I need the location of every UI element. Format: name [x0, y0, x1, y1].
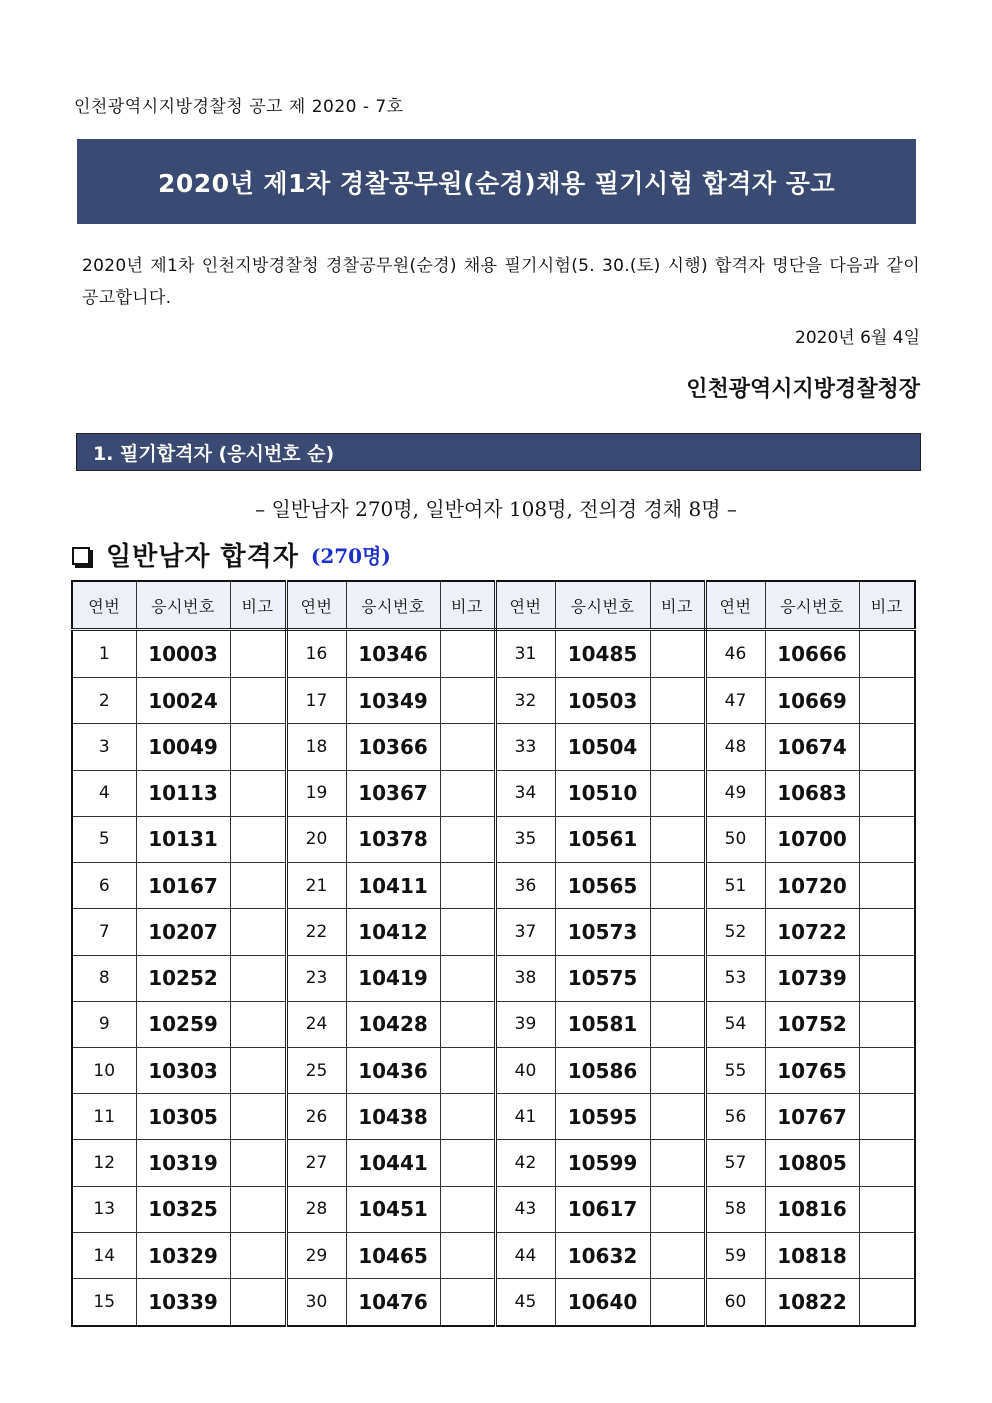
seq-cell: 53	[705, 955, 765, 1001]
exam-number-cell: 10303	[136, 1047, 230, 1093]
note-cell	[440, 1094, 495, 1140]
seq-cell: 47	[705, 678, 765, 724]
seq-cell: 55	[705, 1047, 765, 1093]
note-cell	[440, 1140, 495, 1186]
note-cell	[230, 724, 286, 770]
note-cell	[230, 1001, 286, 1047]
seq-cell: 30	[286, 1279, 346, 1326]
exam-number-cell: 10586	[555, 1047, 650, 1093]
seq-cell: 40	[495, 1047, 555, 1093]
header-note: 비고	[650, 581, 705, 630]
exam-number-cell: 10575	[555, 955, 650, 1001]
exam-number-cell: 10346	[346, 630, 440, 678]
exam-number-cell: 10259	[136, 1001, 230, 1047]
exam-number-cell: 10805	[765, 1140, 859, 1186]
note-cell	[230, 1047, 286, 1093]
note-cell	[859, 863, 915, 909]
exam-number-cell: 10617	[555, 1186, 650, 1232]
seq-cell: 29	[286, 1232, 346, 1278]
table-row	[72, 770, 915, 816]
seq-cell: 36	[495, 863, 555, 909]
issuer-name: 인천광역시지방경찰청장	[686, 377, 920, 402]
exam-number-cell: 10049	[136, 724, 230, 770]
exam-number-cell: 10739	[765, 955, 859, 1001]
note-cell	[859, 1001, 915, 1047]
exam-number-cell: 10366	[346, 724, 440, 770]
exam-number-cell: 10113	[136, 770, 230, 816]
note-cell	[859, 1232, 915, 1278]
seq-cell: 7	[72, 909, 136, 955]
header-note: 비고	[440, 581, 495, 630]
announcement-date: 2020년 6월 4일	[795, 328, 920, 348]
table-row	[72, 630, 915, 678]
exam-number-cell: 10252	[136, 955, 230, 1001]
exam-number-cell: 10565	[555, 863, 650, 909]
note-cell	[650, 863, 705, 909]
note-cell	[230, 816, 286, 862]
note-cell	[859, 678, 915, 724]
header-exam_no: 응시번호	[346, 581, 440, 630]
exam-number-cell: 10504	[555, 724, 650, 770]
seq-cell: 60	[705, 1279, 765, 1326]
table-row	[72, 724, 915, 770]
seq-cell: 26	[286, 1094, 346, 1140]
passer-table	[71, 580, 916, 1327]
note-cell	[230, 1279, 286, 1326]
note-cell	[650, 630, 705, 678]
seq-cell: 50	[705, 816, 765, 862]
exam-number-cell: 10167	[136, 863, 230, 909]
exam-number-cell: 10510	[555, 770, 650, 816]
exam-number-cell: 10329	[136, 1232, 230, 1278]
table-row	[72, 1186, 915, 1232]
exam-number-cell: 10666	[765, 630, 859, 678]
table-row	[72, 1047, 915, 1093]
table-row	[72, 863, 915, 909]
exam-number-cell: 10411	[346, 863, 440, 909]
exam-number-cell: 10816	[765, 1186, 859, 1232]
note-cell	[650, 1140, 705, 1186]
exam-number-cell: 10767	[765, 1094, 859, 1140]
header-exam_no: 응시번호	[765, 581, 859, 630]
exam-number-cell: 10632	[555, 1232, 650, 1278]
note-cell	[859, 955, 915, 1001]
exam-number-cell: 10818	[765, 1232, 859, 1278]
section-title: 1. 필기합격자 (응시번호 순)	[93, 442, 335, 465]
seq-cell: 4	[72, 770, 136, 816]
exam-number-cell: 10367	[346, 770, 440, 816]
exam-number-cell: 10674	[765, 724, 859, 770]
note-cell	[440, 630, 495, 678]
exam-number-cell: 10451	[346, 1186, 440, 1232]
seq-cell: 10	[72, 1047, 136, 1093]
exam-number-cell: 10640	[555, 1279, 650, 1326]
seq-cell: 13	[72, 1186, 136, 1232]
note-cell	[230, 678, 286, 724]
seq-cell: 31	[495, 630, 555, 678]
table-row	[72, 1001, 915, 1047]
seq-cell: 14	[72, 1232, 136, 1278]
header-exam_no: 응시번호	[555, 581, 650, 630]
seq-cell: 24	[286, 1001, 346, 1047]
seq-cell: 21	[286, 863, 346, 909]
seq-cell: 56	[705, 1094, 765, 1140]
exam-number-cell: 10325	[136, 1186, 230, 1232]
announcement-body: 2020년 제1차 인천지방경찰청 경찰공무원(순경) 채용 필기시험(5. 30.(토) 시행) 합격자 명단을 다음과 같이 공고합니다.	[82, 256, 920, 308]
seq-cell: 32	[495, 678, 555, 724]
seq-cell: 48	[705, 724, 765, 770]
exam-number-cell: 10573	[555, 909, 650, 955]
exam-number-cell: 10683	[765, 770, 859, 816]
note-cell	[230, 1186, 286, 1232]
seq-cell: 33	[495, 724, 555, 770]
table-row	[72, 1279, 915, 1326]
seq-cell: 20	[286, 816, 346, 862]
header-exam_no: 응시번호	[136, 581, 230, 630]
note-cell	[650, 955, 705, 1001]
seq-cell: 2	[72, 678, 136, 724]
note-cell	[859, 909, 915, 955]
seq-cell: 15	[72, 1279, 136, 1326]
seq-cell: 42	[495, 1140, 555, 1186]
table-body	[72, 630, 915, 1327]
note-cell	[230, 1140, 286, 1186]
header-note: 비고	[230, 581, 286, 630]
note-cell	[650, 1094, 705, 1140]
note-cell	[650, 1186, 705, 1232]
note-cell	[859, 1047, 915, 1093]
note-cell	[650, 1279, 705, 1326]
seq-cell: 43	[495, 1186, 555, 1232]
note-cell	[859, 630, 915, 678]
group-heading	[72, 536, 391, 573]
seq-cell: 17	[286, 678, 346, 724]
seq-cell: 5	[72, 816, 136, 862]
seq-cell: 57	[705, 1140, 765, 1186]
exam-number-cell: 10485	[555, 630, 650, 678]
header-seq: 연번	[495, 581, 555, 630]
seq-cell: 38	[495, 955, 555, 1001]
note-cell	[230, 770, 286, 816]
notice-number: 인천광역시지방경찰청 공고 제 2020 - 7호	[74, 97, 404, 117]
note-cell	[230, 1094, 286, 1140]
note-cell	[230, 1232, 286, 1278]
note-cell	[230, 909, 286, 955]
note-cell	[859, 1094, 915, 1140]
seq-cell: 45	[495, 1279, 555, 1326]
group-label: 일반남자 합격자	[106, 542, 299, 572]
seq-cell: 9	[72, 1001, 136, 1047]
note-cell	[859, 724, 915, 770]
note-cell	[440, 1001, 495, 1047]
exam-number-cell: 10428	[346, 1001, 440, 1047]
exam-number-cell: 10822	[765, 1279, 859, 1326]
note-cell	[650, 909, 705, 955]
note-cell	[440, 1186, 495, 1232]
section-header	[76, 433, 921, 471]
seq-cell: 22	[286, 909, 346, 955]
exam-number-cell: 10436	[346, 1047, 440, 1093]
exam-number-cell: 10305	[136, 1094, 230, 1140]
seq-cell: 18	[286, 724, 346, 770]
note-cell	[440, 678, 495, 724]
seq-cell: 11	[72, 1094, 136, 1140]
note-cell	[859, 1186, 915, 1232]
page-title: 2020년 제1차 경찰공무원(순경)채용 필기시험 합격자 공고	[158, 168, 835, 198]
seq-cell: 34	[495, 770, 555, 816]
seq-cell: 54	[705, 1001, 765, 1047]
note-cell	[650, 770, 705, 816]
exam-number-cell: 10752	[765, 1001, 859, 1047]
table-row	[72, 955, 915, 1001]
exam-number-cell: 10720	[765, 863, 859, 909]
note-cell	[859, 1279, 915, 1326]
table-row	[72, 909, 915, 955]
seq-cell: 37	[495, 909, 555, 955]
note-cell	[440, 770, 495, 816]
seq-cell: 58	[705, 1186, 765, 1232]
exam-number-cell: 10476	[346, 1279, 440, 1326]
seq-cell: 44	[495, 1232, 555, 1278]
note-cell	[859, 816, 915, 862]
seq-cell: 8	[72, 955, 136, 1001]
table-header-row	[72, 581, 915, 630]
seq-cell: 51	[705, 863, 765, 909]
exam-number-cell: 10412	[346, 909, 440, 955]
note-cell	[650, 724, 705, 770]
exam-number-cell: 10441	[346, 1140, 440, 1186]
note-cell	[440, 909, 495, 955]
note-cell	[230, 955, 286, 1001]
exam-number-cell: 10599	[555, 1140, 650, 1186]
exam-number-cell: 10465	[346, 1232, 440, 1278]
note-cell	[859, 1140, 915, 1186]
exam-number-cell: 10595	[555, 1094, 650, 1140]
header-seq: 연번	[286, 581, 346, 630]
exam-number-cell: 10765	[765, 1047, 859, 1093]
table-row	[72, 1232, 915, 1278]
group-count: (270명)	[310, 544, 391, 568]
note-cell	[859, 770, 915, 816]
seq-cell: 27	[286, 1140, 346, 1186]
seq-cell: 49	[705, 770, 765, 816]
seq-cell: 41	[495, 1094, 555, 1140]
note-cell	[440, 1047, 495, 1093]
exam-number-cell: 10207	[136, 909, 230, 955]
exam-number-cell: 10339	[136, 1279, 230, 1326]
seq-cell: 6	[72, 863, 136, 909]
note-cell	[650, 1232, 705, 1278]
exam-number-cell: 10349	[346, 678, 440, 724]
note-cell	[650, 678, 705, 724]
note-cell	[230, 630, 286, 678]
table-row	[72, 678, 915, 724]
exam-number-cell: 10722	[765, 909, 859, 955]
exam-number-cell: 10319	[136, 1140, 230, 1186]
seq-cell: 19	[286, 770, 346, 816]
exam-number-cell: 10419	[346, 955, 440, 1001]
seq-cell: 46	[705, 630, 765, 678]
checkbox-icon	[72, 547, 90, 565]
seq-cell: 16	[286, 630, 346, 678]
note-cell	[440, 1279, 495, 1326]
exam-number-cell: 10131	[136, 816, 230, 862]
note-cell	[440, 816, 495, 862]
exam-number-cell: 10669	[765, 678, 859, 724]
table-row	[72, 1140, 915, 1186]
exam-number-cell: 10503	[555, 678, 650, 724]
seq-cell: 25	[286, 1047, 346, 1093]
note-cell	[440, 724, 495, 770]
seq-cell: 59	[705, 1232, 765, 1278]
note-cell	[440, 1232, 495, 1278]
note-cell	[650, 1001, 705, 1047]
exam-number-cell: 10024	[136, 678, 230, 724]
seq-cell: 1	[72, 630, 136, 678]
seq-cell: 23	[286, 955, 346, 1001]
note-cell	[230, 863, 286, 909]
seq-cell: 39	[495, 1001, 555, 1047]
exam-number-cell: 10003	[136, 630, 230, 678]
header-seq: 연번	[72, 581, 136, 630]
seq-cell: 3	[72, 724, 136, 770]
table-row	[72, 1094, 915, 1140]
exam-number-cell: 10438	[346, 1094, 440, 1140]
header-seq: 연번	[705, 581, 765, 630]
seq-cell: 28	[286, 1186, 346, 1232]
note-cell	[650, 816, 705, 862]
exam-number-cell: 10378	[346, 816, 440, 862]
summary-line: – 일반남자 270명, 일반여자 108명, 전의경 경채 8명 –	[255, 497, 737, 521]
title-banner	[77, 139, 916, 224]
note-cell	[650, 1047, 705, 1093]
table-row	[72, 816, 915, 862]
seq-cell: 52	[705, 909, 765, 955]
exam-number-cell: 10581	[555, 1001, 650, 1047]
note-cell	[440, 955, 495, 1001]
seq-cell: 35	[495, 816, 555, 862]
seq-cell: 12	[72, 1140, 136, 1186]
exam-number-cell: 10561	[555, 816, 650, 862]
exam-number-cell: 10700	[765, 816, 859, 862]
note-cell	[440, 863, 495, 909]
header-note: 비고	[859, 581, 915, 630]
